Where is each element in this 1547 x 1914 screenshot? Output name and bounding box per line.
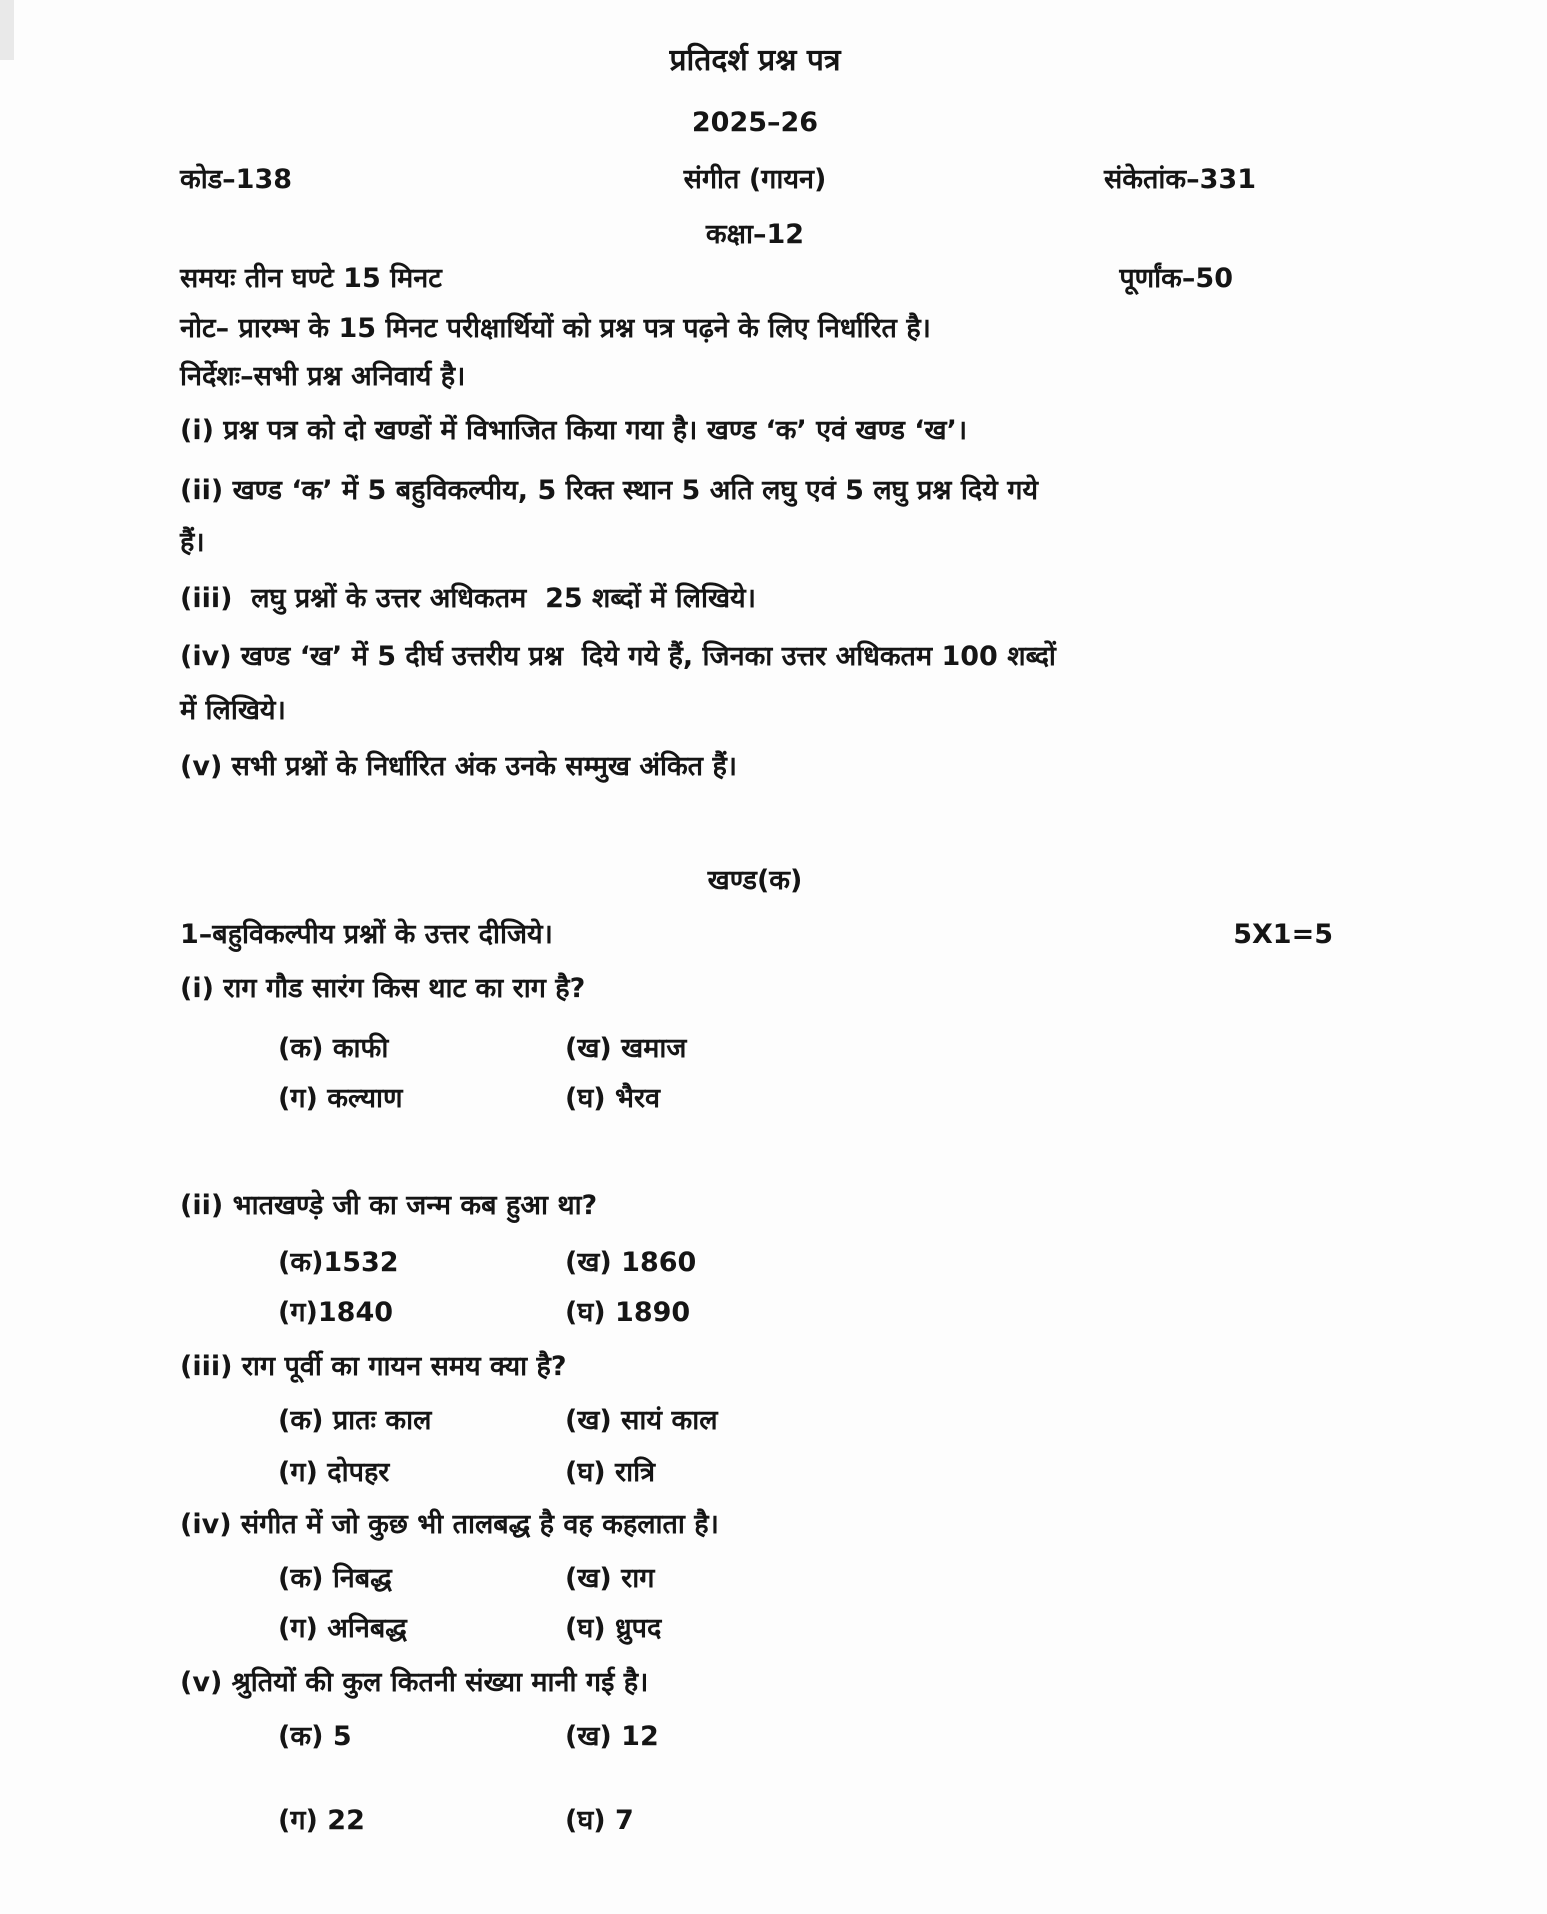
max-marks: पूर्णांक–50 [1119,263,1233,294]
option-cell: (ख) राग [565,1563,655,1594]
mcq-question-iii: (iii) राग पूर्वी का गायन समय क्या है? [180,1351,567,1382]
instruction-line-iv-2: में लिखिये। [180,695,286,726]
option-cell: (क) 5 [278,1721,352,1752]
q1-marks: 5X1=5 [1233,919,1333,950]
option-cell: (क) काफी [278,1033,389,1064]
option-cell: (ग) कल्याण [278,1083,403,1114]
option-cell: (क)1532 [278,1247,399,1278]
option-cell: (ख) सायं काल [565,1405,718,1436]
doc-title: प्रतिदर्श प्रश्न पत्र [669,43,841,78]
option-cell: (ग)1840 [278,1297,394,1328]
instruction-line-ii: (ii) खण्ड ‘क’ में 5 बहुविकल्पीय, 5 रिक्त स्थान 5 अति लघु एवं 5 लघु प्रश्न दिये गये [180,475,1039,506]
code-number: संकेतांक–331 [1104,164,1256,195]
class-label: कक्षा–12 [705,219,805,250]
option-cell: (ग) अनिबद्ध [278,1613,407,1644]
mcq-question-iv: (iv) संगीत में जो कुछ भी तालबद्ध है वह कहलाता है। [180,1509,719,1540]
scan-artifact [0,0,14,60]
option-cell: (घ) भैरव [565,1083,661,1114]
instruction-line-i: (i) प्रश्न पत्र को दो खण्डों में विभाजित किया गया है। खण्ड ‘क’ एवं खण्ड ‘ख’। [180,415,968,446]
instruction-line-v: (v) सभी प्रश्नों के निर्धारित अंक उनके सम्मुख अंकित हैं। [180,751,738,782]
mcq-question-i: (i) राग गौड सारंग किस थाट का राग है? [180,973,586,1004]
direction-line: निर्देशः–सभी प्रश्न अनिवार्य है। [180,361,466,392]
paper-code: कोड–138 [180,164,293,195]
option-cell: (ग) दोपहर [278,1457,390,1488]
instruction-line-ii-2: हैं। [180,527,205,558]
option-cell: (घ) रात्रि [565,1457,655,1488]
mcq-question-v: (v) श्रुतियों की कुल कितनी संख्या मानी गई है। [180,1667,649,1698]
option-cell: (ख) 12 [565,1721,659,1752]
session-year: 2025–26 [691,107,819,138]
option-cell: (घ) 7 [565,1805,634,1836]
option-cell: (घ) ध्रुपद [565,1613,662,1644]
mcq-question-ii: (ii) भातखण्ड़े जी का जन्म कब हुआ था? [180,1190,598,1221]
instruction-line-iii: (iii) लघु प्रश्नों के उत्तर अधिकतम 25 शब्दों में लिखिये। [180,583,756,614]
note-line: नोट– प्रारम्भ के 15 मिनट परीक्षार्थियों को प्रश्न पत्र पढ़ने के लिए निर्धारित है। [180,313,931,344]
q1-stem: 1–बहुविकल्पीय प्रश्नों के उत्तर दीजिये। [180,919,553,950]
option-cell: (ग) 22 [278,1805,365,1836]
time-allowed: समयः तीन घण्टे 15 मिनट [180,263,442,294]
instruction-line-iv: (iv) खण्ड ‘ख’ में 5 दीर्घ उत्तरीय प्रश्न दिये गये हैं, जिनका उत्तर अधिकतम 100 शब्दों [180,641,1056,672]
option-cell: (ख) खमाज [565,1033,687,1064]
option-cell: (क) प्रातः काल [278,1405,432,1436]
option-cell: (ख) 1860 [565,1247,697,1278]
option-cell: (घ) 1890 [565,1297,691,1328]
option-cell: (क) निबद्ध [278,1563,392,1594]
section-heading: खण्ड(क) [707,865,803,896]
subject-name: संगीत (गायन) [683,164,827,195]
